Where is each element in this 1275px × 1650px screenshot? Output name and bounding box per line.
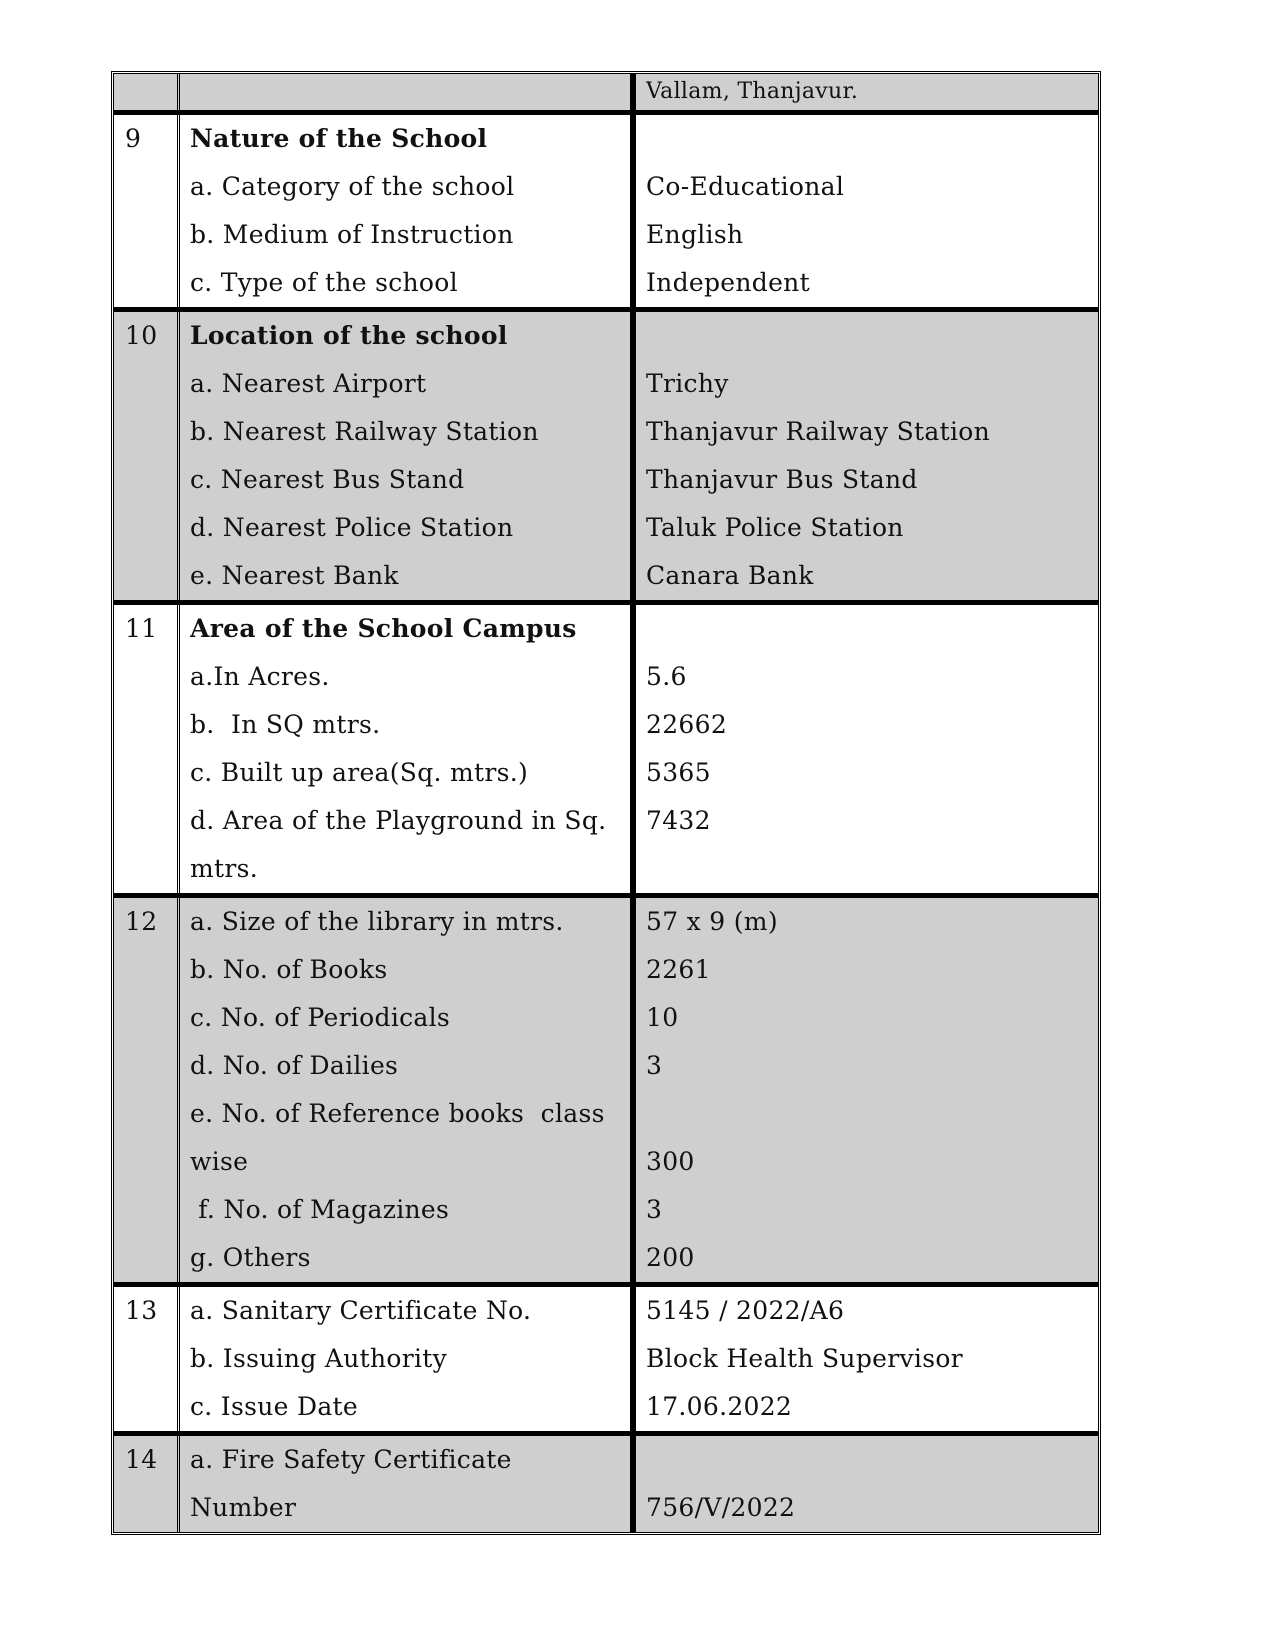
field-value: 10 (646, 1003, 679, 1032)
description-cell (180, 74, 636, 110)
table-row (114, 600, 1098, 893)
description-cell (180, 898, 636, 1282)
section-heading: Location of the school (190, 321, 508, 350)
field-value: Canara Bank (646, 561, 814, 590)
field-value (646, 1436, 1098, 1484)
field-value (646, 312, 1098, 360)
field-label: a.In Acres. (190, 662, 330, 691)
field-label: b. No. of Books (190, 955, 388, 984)
value-cell (636, 74, 1098, 110)
description-cell (180, 1436, 636, 1532)
field-label: a. Sanitary Certificate No. (190, 1296, 532, 1325)
field-value: 22662 (646, 710, 728, 739)
table-row (114, 893, 1098, 1282)
row-number (114, 898, 180, 1282)
field-value: Taluk Police Station (646, 513, 904, 542)
field-label: c. Issue Date (190, 1392, 358, 1421)
field-label (190, 74, 630, 110)
field-value: 5145 / 2022/A6 (646, 1296, 845, 1325)
field-value: 5.6 (646, 662, 687, 691)
row-number-text: 10 (125, 321, 158, 350)
row-number (114, 115, 180, 307)
field-label: c. Built up area(Sq. mtrs.) (190, 758, 529, 787)
row-number-text: 12 (125, 907, 158, 936)
field-value: 756/V/2022 (646, 1493, 796, 1522)
field-value: 5365 (646, 758, 711, 787)
field-value: 3 (646, 1051, 663, 1080)
field-label: a. Nearest Airport (190, 369, 427, 398)
row-number-text (125, 74, 177, 110)
field-value: Independent (646, 268, 810, 297)
value-cell (636, 1287, 1098, 1431)
field-label: d. Nearest Police Station (190, 513, 514, 542)
row-number (114, 74, 180, 110)
description-cell (180, 1287, 636, 1431)
field-value: Co-Educational (646, 172, 845, 201)
value-cell (636, 115, 1098, 307)
table-row (114, 307, 1098, 600)
table-row (114, 1282, 1098, 1431)
table-row (114, 110, 1098, 307)
field-value (646, 1090, 1098, 1138)
row-number (114, 1287, 180, 1431)
field-label: b. Issuing Authority (190, 1344, 448, 1373)
field-label: a. Size of the library in mtrs. (190, 907, 564, 936)
field-value: 57 x 9 (m) (646, 907, 778, 936)
row-number-text: 14 (125, 1445, 158, 1474)
value-cell (636, 1436, 1098, 1532)
field-value: Trichy (646, 369, 729, 398)
field-value (646, 605, 1098, 653)
description-cell (180, 115, 636, 307)
table-row (114, 1431, 1098, 1532)
field-label: e. Nearest Bank (190, 561, 399, 590)
row-number (114, 1436, 180, 1532)
field-value: 300 (646, 1147, 695, 1176)
field-label: c. Nearest Bus Stand (190, 465, 465, 494)
row-number (114, 312, 180, 600)
row-number-text: 9 (125, 124, 142, 153)
row-number (114, 605, 180, 893)
field-label: b. In SQ mtrs. (190, 710, 381, 739)
description-cell (180, 605, 636, 893)
field-value: 2261 (646, 955, 711, 984)
field-label: a. Category of the school (190, 172, 515, 201)
field-value: Thanjavur Bus Stand (646, 465, 918, 494)
section-heading: Area of the School Campus (190, 614, 577, 643)
field-label: e. No. of Reference books class (190, 1099, 605, 1128)
field-label: c. Type of the school (190, 268, 458, 297)
school-info-table (111, 71, 1101, 1535)
field-value: Thanjavur Railway Station (646, 417, 990, 446)
field-value: Block Health Supervisor (646, 1344, 963, 1373)
field-label: c. No. of Periodicals (190, 1003, 451, 1032)
field-value: 17.06.2022 (646, 1392, 793, 1421)
row-number-text: 13 (125, 1296, 158, 1325)
field-label: mtrs. (190, 854, 258, 883)
row-number-text: 11 (125, 614, 158, 643)
field-value (646, 115, 1098, 163)
field-value: English (646, 220, 744, 249)
field-value: Vallam, Thanjavur. (646, 79, 859, 104)
field-value: 7432 (646, 806, 711, 835)
field-label: f. No. of Magazines (190, 1195, 450, 1224)
field-label: d. Area of the Playground in Sq. (190, 806, 607, 835)
field-label: d. No. of Dailies (190, 1051, 399, 1080)
field-label: b. Nearest Railway Station (190, 417, 539, 446)
field-label: wise (190, 1147, 249, 1176)
field-label: a. Fire Safety Certificate (190, 1445, 512, 1474)
value-cell (636, 605, 1098, 893)
description-cell (180, 312, 636, 600)
field-label: g. Others (190, 1243, 311, 1272)
field-value: 200 (646, 1243, 695, 1272)
field-value (646, 845, 1098, 893)
field-label: Number (190, 1493, 297, 1522)
value-cell (636, 312, 1098, 600)
section-heading: Nature of the School (190, 124, 488, 153)
field-value: 3 (646, 1195, 663, 1224)
value-cell (636, 898, 1098, 1282)
field-label: b. Medium of Instruction (190, 220, 514, 249)
table-row (114, 74, 1098, 110)
